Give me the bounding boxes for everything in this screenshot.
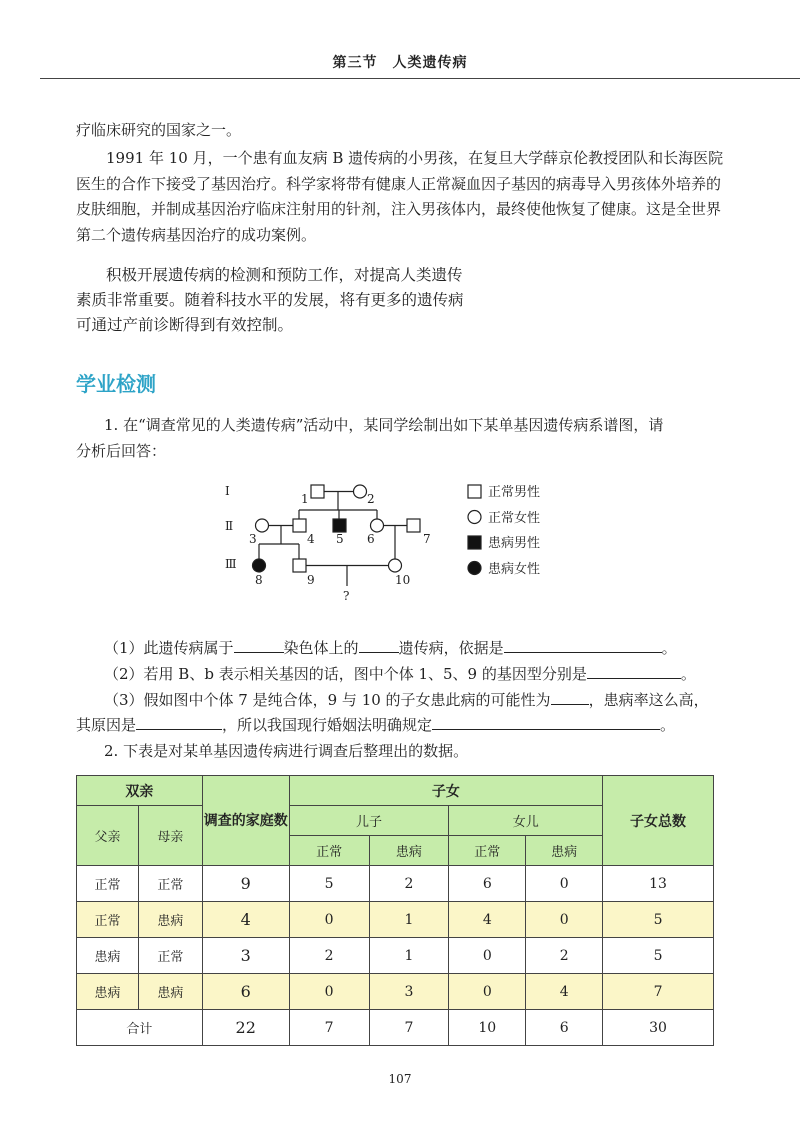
individual-9-normal-male [293,559,306,572]
page-header-title: 第三节 人类遗传病 [332,55,468,71]
answer-blank-4[interactable] [587,664,681,679]
label-4: 4 [307,532,315,546]
individual-7-normal-male [407,519,420,532]
label-7: 7 [423,532,431,546]
cell-daughter-normal: 0 [449,974,526,1010]
individual-8-affected-female [253,559,266,572]
q1-sub-1-text-b: 染色体上的 [283,639,359,657]
paragraph-3-line-1: 积极开展遗传病的检测和预防工作，对提高人类遗传 [106,266,463,284]
cell-father: 正常 [77,866,139,902]
cell-father: 患病 [77,974,139,1010]
individual-3-normal-female [256,519,269,532]
individual-2-normal-female [354,485,367,498]
pedigree-diagram [215,478,555,610]
cell-son-affected: 3 [369,974,449,1010]
cell-son-normal: 5 [289,866,369,902]
header-parents: 双亲 [77,776,203,806]
q1-sub-1-text-a: （1）此遗传病属于 [104,639,234,657]
cell-daughter-affected: 0 [526,902,603,938]
cell-son-affected: 2 [369,866,449,902]
cell-son-normal: 2 [289,938,369,974]
cell-mother: 患病 [138,974,202,1010]
q2-line: 2. 下表是对某单基因遗传病进行调查后整理出的数据。 [104,742,469,760]
answer-blank-2[interactable] [359,638,399,653]
q1-sub-3-text-d: ，所以我国现行婚姻法明确规定 [222,716,433,734]
header-daughter-affected: 患病 [526,836,603,866]
cell-families: 9 [202,866,289,902]
table-row [77,866,714,902]
paragraph-2: 1991 年 10 月，一个患有血友病 B 遗传病的小男孩，在复旦大学薛京伦教授团队和长海医院医生的合作下接受了基因治疗。科学家将带有健康人正常凝血因子基因的病毒导入男孩体外培养的皮肤细胞，并制成基因治疗临床注射用的针剂，注入男孩体内，最终使他恢复了健康。这是全世界第二个遗传病基因治疗的成功案例。 [76,149,724,244]
legend-normal-female-icon [468,511,481,524]
q1-line-1: 1. 在“调查常见的人类遗传病”活动中，某同学绘制出如下某单基因遗传病系谱图，请 [104,416,664,434]
q1-sub-1-text-c: 遗传病，依据是 [398,639,504,657]
paragraph-1: 疗临床研究的国家之一。 [76,121,242,139]
paragraph-3-line-2: 素质非常重要。随着科技水平的发展，将有更多的遗传病 [76,291,464,309]
cell-daughter-affected: 0 [526,866,603,902]
survey-table [76,775,714,1046]
answer-blank-3[interactable] [504,638,662,653]
header-children: 子女 [289,776,602,806]
label-10: 10 [395,573,411,587]
gen-label-3: Ⅲ [225,557,237,571]
gen-label-1: Ⅰ [225,484,230,498]
individual-6-normal-female [371,519,384,532]
individual-1-normal-male [311,485,324,498]
answer-blank-6[interactable] [136,715,222,730]
cell-mother: 正常 [138,866,202,902]
cell-father: 正常 [77,902,139,938]
cell-total: 5 [603,938,714,974]
cell-sum-son-affected: 7 [369,1010,449,1046]
header-father: 父亲 [77,806,139,866]
cell-sum-families: 22 [202,1010,289,1046]
header-sons: 儿子 [289,806,449,836]
q1-sub-2-text: （2）若用 B、b 表示相关基因的话，图中个体 1、5、9 的基因型分别是 [104,665,587,683]
header-divider [40,78,800,79]
q1-sub-3-text-a: （3）假如图中个体 7 是纯合体，9 与 10 的子女患此病的可能性为 [104,691,551,709]
cell-son-affected: 1 [369,902,449,938]
cell-families: 6 [202,974,289,1010]
legend-affected-female-icon [468,562,481,575]
q1-sub-3-line-1 [104,688,709,713]
page-number: 107 [388,1072,412,1086]
cell-sum-daughter-normal: 10 [449,1010,526,1046]
legend-affected-male-icon [468,536,481,549]
label-1: 1 [301,492,309,506]
cell-daughter-normal: 0 [449,938,526,974]
label-8: 8 [255,573,263,587]
q1-sub-3-text-c: 其原因是 [76,716,137,734]
answer-blank-7[interactable] [432,715,660,730]
gen-label-2: Ⅱ [225,519,234,533]
cell-daughter-normal: 6 [449,866,526,902]
cell-total: 13 [603,866,714,902]
cell-families: 3 [202,938,289,974]
q1-line-2: 分析后回答： [76,442,167,460]
answer-blank-1[interactable] [234,638,284,653]
legend-affected-male: 患病男性 [488,536,541,551]
cell-mother: 正常 [138,938,202,974]
answer-blank-5[interactable] [551,690,589,705]
label-2: 2 [367,492,375,506]
cell-daughter-normal: 4 [449,902,526,938]
q1-sub-3-text-b: ，患病率这么高， [588,691,709,709]
q1-sub-3-end: 。 [660,716,676,734]
cell-son-affected: 1 [369,938,449,974]
table-row [77,974,714,1010]
cell-total: 5 [603,902,714,938]
legend-normal-male-icon [468,485,481,498]
header-son-affected: 患病 [369,836,449,866]
header-son-normal: 正常 [289,836,369,866]
cell-sum-label: 合计 [77,1010,203,1046]
label-3: 3 [249,532,257,546]
cell-mother: 患病 [138,902,202,938]
q1-sub-1 [104,636,677,661]
cell-sum-son-normal: 7 [289,1010,369,1046]
individual-5-affected-male [333,519,346,532]
label-unknown: ? [343,589,350,603]
label-6: 6 [367,532,375,546]
cell-daughter-affected: 4 [526,974,603,1010]
q1-sub-1-end: 。 [661,639,677,657]
header-daughter-normal: 正常 [449,836,526,866]
table-sum-row [77,1010,714,1046]
paragraph-3-line-3: 可通过产前诊断得到有效控制。 [76,316,294,334]
cell-total: 7 [603,974,714,1010]
label-9: 9 [307,573,315,587]
cell-son-normal: 0 [289,902,369,938]
individual-4-normal-male [293,519,306,532]
header-daughters: 女儿 [449,806,603,836]
legend-normal-female: 正常女性 [488,511,541,526]
legend-normal-male: 正常男性 [488,485,541,500]
q1-sub-2-end: 。 [680,665,696,683]
cell-sum-daughter-affected: 6 [526,1010,603,1046]
cell-father: 患病 [77,938,139,974]
cell-sum-total: 30 [603,1010,714,1046]
q1-sub-3-line-2 [76,713,675,738]
q1-sub-2 [104,662,696,687]
legend-affected-female: 患病女性 [488,562,541,577]
header-families: 调查的家庭数 [202,776,289,866]
header-total-children: 子女总数 [603,776,714,866]
table-row [77,938,714,974]
table-row [77,902,714,938]
cell-son-normal: 0 [289,974,369,1010]
individual-10-normal-female [389,559,402,572]
label-5: 5 [336,532,344,546]
cell-families: 4 [202,902,289,938]
header-mother: 母亲 [138,806,202,866]
cell-daughter-affected: 2 [526,938,603,974]
section-title: 学业检测 [76,372,156,396]
